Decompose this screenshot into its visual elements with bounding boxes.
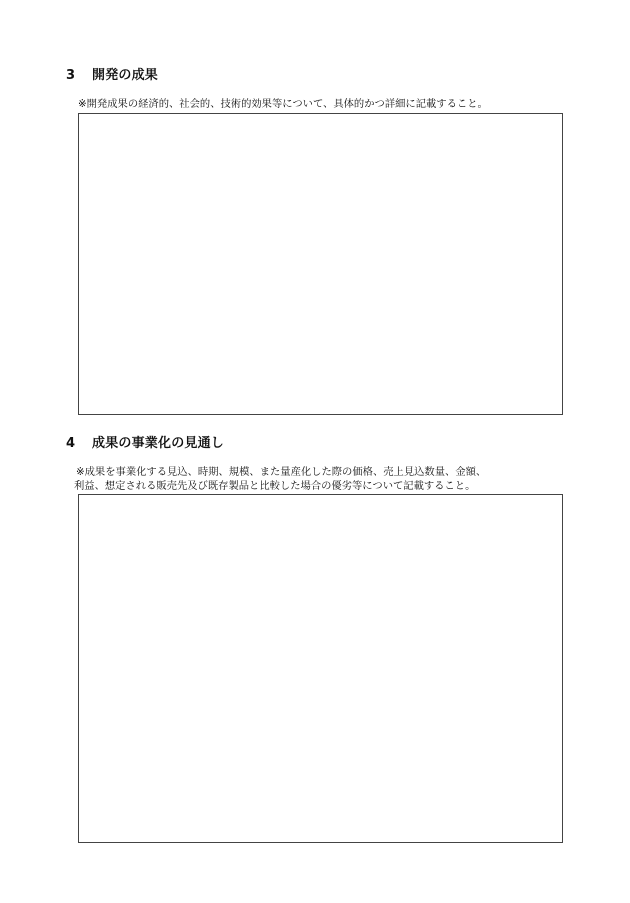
section-3-instruction xyxy=(78,97,578,111)
section-4-title: 成果の事業化の見通し xyxy=(92,436,225,451)
section-3-title: 開発の成果 xyxy=(92,68,159,83)
section-4-instruction-line-1: ※成果を事業化する見込、時期、規模、また量産化した際の価格、売上見込数量、金額、 xyxy=(76,466,487,478)
section-4-answer-box[interactable] xyxy=(78,494,563,843)
section-4-instruction xyxy=(76,465,576,493)
section-3-instruction-text: ※開発成果の経済的、社会的、技術的効果等について、具体的かつ詳細に記載すること。 xyxy=(78,98,488,110)
section-4-heading xyxy=(66,432,224,451)
section-4-number: 4 xyxy=(66,436,76,451)
section-3-heading xyxy=(66,64,158,83)
section-3-answer-box[interactable] xyxy=(78,113,563,415)
section-4-instruction-line-2: 利益、想定される販売先及び既存製品と比較した場合の優劣等について記載すること。 xyxy=(74,480,476,492)
section-3-number: 3 xyxy=(66,68,76,83)
